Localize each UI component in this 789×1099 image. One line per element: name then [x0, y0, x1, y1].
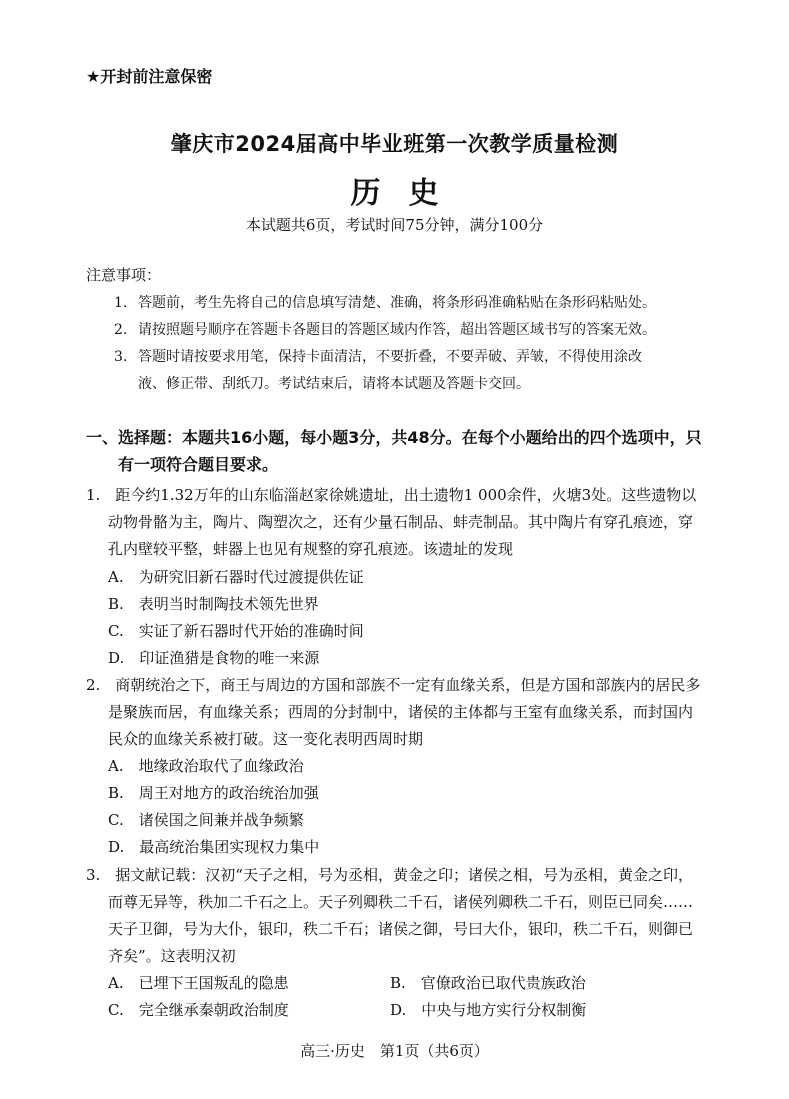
question-line: 1. 距今约1.32万年的山东临淄赵家徐姚遗址，出土遗物1 000余件，火塘3处。这些遗物以 — [86, 486, 697, 504]
question-line: 3. 据文献记载：汉初“天子之相，号为丞相，黄金之印；诸侯之相，号为丞相，黄金之印， — [86, 866, 693, 884]
question-3-option-d: D. 中央与地方实行分权制衡 — [390, 1001, 587, 1019]
page-footer: 高三·历史 第1页（共6页） — [300, 1042, 489, 1060]
question-2-option-b: B. 周王对地方的政治统治加强 — [108, 784, 319, 802]
exam-info: 本试题共6页，考试时间75分钟，满分100分 — [245, 216, 544, 234]
note-text-continued: 液、修正带、刮纸刀。考试结束后，请将本试题及答题卡交回。 — [138, 376, 530, 392]
question-2-option-d: D. 最高统治集团实现权力集中 — [108, 838, 320, 856]
question-line: 动物骨骼为主，陶片、陶塑次之，还有少量石制品、蚌壳制品。其中陶片有穿孔痕迹，穿 — [108, 513, 694, 531]
note-text: 答题前，考生先将自己的信息填写清楚、准确，将条形码准确粘贴在条形码粘贴处。 — [138, 295, 656, 311]
question-3-option-b: B. 官僚政治已取代贵族政治 — [390, 974, 586, 992]
question-3-option-c: C. 完全继承秦朝政治制度 — [108, 1001, 289, 1019]
notes-heading: 注意事项： — [86, 266, 162, 284]
note-item — [114, 317, 714, 344]
subject-title: 历史 — [350, 176, 467, 211]
question-line: 2. 商朝统治之下，商王与周边的方国和部族不一定有血缘关系，但是方国和部族内的居民多 — [86, 676, 701, 694]
confidential-notice: ★开封前注意保密 — [86, 67, 213, 86]
question-2-option-a: A. 地缘政治取代了血缘政治 — [108, 757, 304, 775]
section-heading-line1: 一、选择题：本题共16小题，每小题3分，共48分。在每个小题给出的四个选项中，只 — [86, 428, 702, 447]
question-line: 民众的血缘关系被打破。这一变化表明西周时期 — [108, 730, 424, 748]
section-heading — [86, 424, 711, 478]
note-text: 请按照题号顺序在答题卡各题目的答题区域内作答，超出答题区域书写的答案无效。 — [138, 322, 656, 338]
question-line: 孔内壁较平整，蚌器上也见有规整的穿孔痕迹。该遗址的发现 — [108, 540, 514, 558]
question-line: 是聚族而居，有血缘关系；西周的分封制中，诸侯的主体都与王室有血缘关系，而封国内 — [108, 703, 694, 721]
note-number: 3. — [114, 349, 128, 365]
question-2-option-c: C. 诸侯国之间兼并战争频繁 — [108, 811, 304, 829]
question-3-option-a: A. 已埋下王国叛乱的隐患 — [108, 974, 289, 992]
question-line: 齐矣”。这表明汉初 — [108, 947, 236, 965]
section-heading-line2: 有一项符合题目要求。 — [118, 455, 279, 474]
question-3-stem — [86, 862, 711, 970]
question-1-stem — [86, 482, 711, 563]
note-number: 1. — [114, 295, 128, 311]
question-line: 而尊无异等，秩加二千石之上。天子列卿秩二千石，诸侯列卿秩二千石，则臣已同矣…… — [108, 893, 694, 911]
question-1-option-a: A. 为研究旧新石器时代过渡提供佐证 — [108, 568, 364, 586]
exam-title: 肇庆市2024届高中毕业班第一次教学质量检测 — [170, 132, 619, 156]
question-1-option-d: D. 印证渔猎是食物的唯一来源 — [108, 649, 320, 667]
note-item — [114, 290, 714, 317]
question-1-option-c: C. 实证了新石器时代开始的准确时间 — [108, 622, 364, 640]
question-line: 天子卫御，号为大仆，银印，秩二千石；诸侯之御，号曰大仆，银印，秩二千石，则御已 — [108, 920, 694, 938]
note-item — [114, 344, 714, 398]
question-2-stem — [86, 672, 711, 753]
question-1-option-b: B. 表明当时制陶技术领先世界 — [108, 595, 319, 613]
note-number: 2. — [114, 322, 128, 338]
note-text: 答题时请按要求用笔，保持卡面清洁，不要折叠，不要弄破、弄皱，不得使用涂改 — [138, 349, 642, 365]
